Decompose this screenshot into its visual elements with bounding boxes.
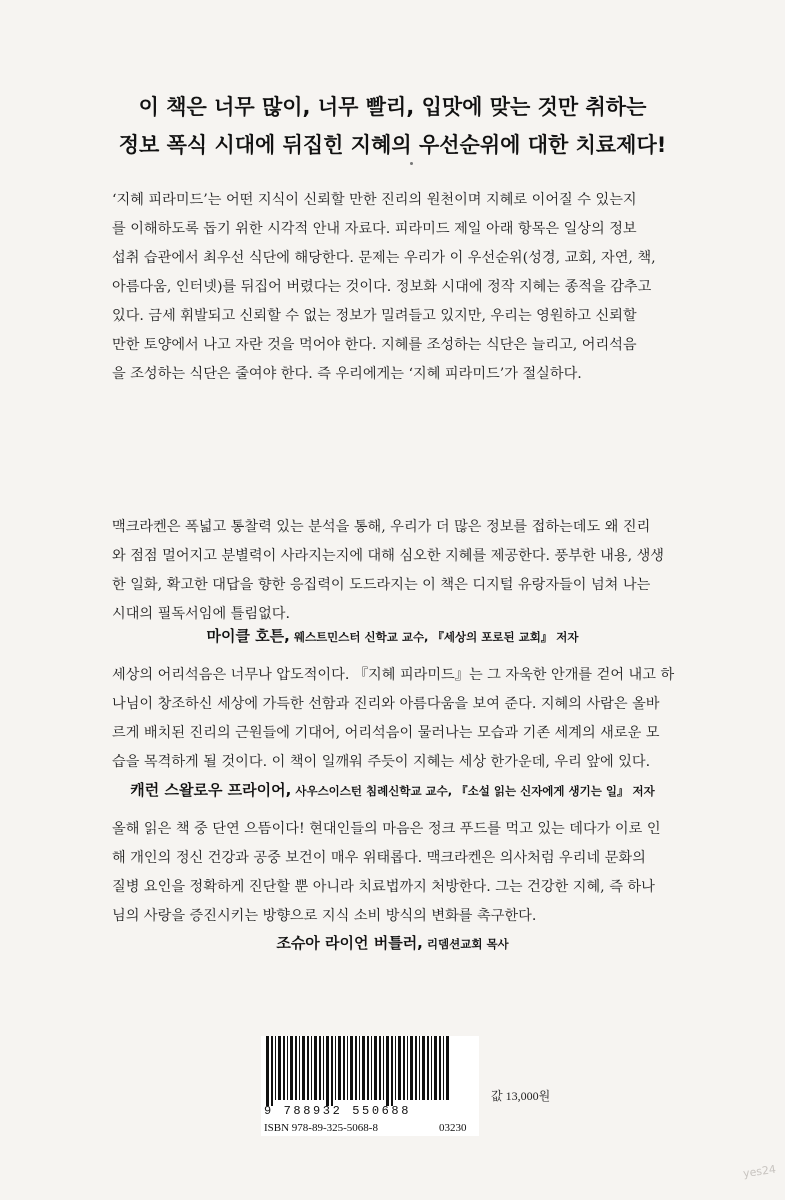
- addon-barcode-bars: [264, 1036, 288, 1100]
- intro-line: ‘지혜 피라미드’는 어떤 지식이 신뢰할 만한 진리의 원천이며 지혜로 이어질 수 있는지: [112, 192, 637, 208]
- barcode-bar: [355, 1036, 357, 1100]
- barcode-bar: [374, 1036, 377, 1100]
- barcode-bar: [347, 1036, 348, 1100]
- endorsement-3-attribution: [0, 932, 785, 953]
- price: 값 13,000원: [491, 1089, 551, 1103]
- intro-line: 를 이해하도록 돕기 위한 시각적 안내 자료다. 피라미드 제일 아래 항목은 일상의 정보: [112, 221, 637, 237]
- intro-line: 만한 토양에서 나고 자란 것을 먹어야 한다. 지혜를 조성하는 식단은 늘리고, 어리석음: [112, 337, 637, 353]
- barcode-bar: [359, 1036, 360, 1100]
- endorsement-line: 나님이 창조하신 세상에 가득한 선함과 진리와 아름다움을 보여 준다. 지혜의 사람은 올바: [112, 696, 660, 712]
- endorsement-2-attribution: [0, 779, 785, 800]
- barcode-bar: [439, 1036, 441, 1100]
- endorsement-1-text: [112, 513, 680, 629]
- divider-dot: [410, 162, 413, 165]
- barcode-bar: [278, 1036, 281, 1090]
- barcode-bar: [350, 1036, 353, 1100]
- barcode-bar: [362, 1036, 365, 1100]
- barcode-bar: [419, 1036, 420, 1100]
- barcode-bar: [271, 1036, 273, 1090]
- headline-line-2: 정보 폭식 시대에 뒤집힌 지혜의 우선순위에 대한 치료제다!: [118, 133, 667, 157]
- endorsement-2-text: [112, 661, 680, 777]
- intro-line: 있다. 금세 휘발되고 신뢰할 수 없는 정보가 밀려들고 있지만, 우리는 영원하고 신뢰할: [112, 308, 637, 324]
- endorsement-line: 르게 배치된 진리의 근원들에 기대어, 어리석음이 물러나는 모습과 기존 세계의 새로운 모: [112, 725, 660, 741]
- endorsement-1-attribution: [0, 625, 785, 646]
- barcode-bar: [398, 1036, 401, 1100]
- endorsement-line: 질병 요인을 정확하게 진단할 뿐 아니라 치료법까지 처방한다. 그는 건강한 지혜, 즉 하나: [112, 879, 655, 895]
- barcode-bar: [283, 1036, 285, 1090]
- barcode-bar: [299, 1036, 300, 1100]
- endorsement-line: 해 개인의 정신 건강과 공중 보건이 매우 위태롭다. 맥크라켄은 의사처럼 우리네 문화의: [112, 850, 646, 866]
- endorser-description: 리뎀션교회 목사: [422, 937, 509, 951]
- endorser-name: 조슈아 라이언 버틀러,: [276, 934, 423, 952]
- headline: [0, 88, 785, 164]
- endorsement-line: 님의 사랑을 증진시키는 방향으로 지식 소비 방식의 변화를 촉구한다.: [112, 908, 537, 924]
- barcode-bar: [371, 1036, 372, 1100]
- endorsement-line: 세상의 어리석음은 너무나 압도적이다. 『지혜 피라미드』는 그 자욱한 안개를 걷어 내고 하: [112, 667, 675, 683]
- barcode-bar: [275, 1036, 276, 1090]
- endorser-description: 사우스이스턴 침례신학교 교수, 『소설 읽는 신자에게 생기는 일』 저자: [291, 784, 655, 798]
- barcode-bar: [335, 1036, 336, 1100]
- endorsement-line: 올해 읽은 책 중 단연 으뜸이다! 현대인들의 마음은 정크 푸드를 먹고 있는 데다가 이로 인: [112, 821, 661, 837]
- barcode-bar: [407, 1036, 408, 1100]
- addon-code: 03230: [439, 1122, 467, 1134]
- barcode-bar: [314, 1036, 317, 1100]
- headline-line-1: 이 책은 너무 많이, 너무 빨리, 입맛에 맞는 것만 취하는: [138, 95, 647, 119]
- ean-barcode-bars: [264, 1036, 450, 1108]
- barcode-bar: [331, 1036, 333, 1106]
- watermark: yes24: [742, 1162, 777, 1181]
- barcode-bar: [383, 1036, 384, 1100]
- barcode: [261, 1036, 479, 1136]
- barcode-bar: [295, 1036, 297, 1100]
- barcode-bar: [391, 1036, 393, 1106]
- endorsement-line: 와 점점 멀어지고 분별력이 사라지는지에 대해 심오한 지혜를 제공한다. 풍부한 내용, 생생: [112, 548, 665, 564]
- barcode-bar: [422, 1036, 425, 1100]
- isbn-number: ISBN 978-89-325-5068-8: [264, 1122, 378, 1134]
- barcode-bar: [443, 1036, 444, 1100]
- barcode-bar: [427, 1036, 429, 1100]
- endorser-name: 마이클 호튼,: [206, 627, 290, 645]
- endorsement-line: 시대의 필독서임에 틀림없다.: [112, 606, 290, 622]
- intro-line: 아름다움, 인터넷)를 뒤집어 버렸다는 것이다. 정보화 시대에 정작 지혜는 종적을 감추고: [112, 279, 652, 295]
- barcode-bar: [338, 1036, 341, 1100]
- barcode-bar: [410, 1036, 413, 1100]
- barcode-bar: [343, 1036, 345, 1100]
- barcode-bar: [431, 1036, 432, 1100]
- endorsement-line: 맥크라켄은 폭넓고 통찰력 있는 분석을 통해, 우리가 더 많은 정보를 접하는데도 왜 진리: [112, 519, 651, 535]
- intro-line: 을 조성하는 식단은 줄여야 한다. 즉 우리에게는 ‘지혜 피라미드’가 절실하다.: [112, 366, 582, 382]
- barcode-bar: [266, 1036, 269, 1090]
- endorser-name: 캐런 스왈로우 프라이어,: [130, 781, 292, 799]
- endorsement-3-text: [112, 815, 680, 931]
- endorser-description: 웨스트민스터 신학교 교수, 『세상의 포로된 교회』 저자: [289, 630, 579, 644]
- barcode-bar: [367, 1036, 369, 1100]
- isbn-line: [264, 1122, 479, 1134]
- barcode-bar: [395, 1036, 396, 1100]
- barcode-bar: [290, 1036, 293, 1100]
- barcode-bar: [311, 1036, 312, 1100]
- barcode-bar: [386, 1036, 389, 1106]
- barcode-bar: [403, 1036, 405, 1100]
- barcode-bar: [319, 1036, 321, 1100]
- barcode-bar: [379, 1036, 381, 1100]
- barcode-bar: [323, 1036, 324, 1100]
- barcode-bar: [302, 1036, 305, 1100]
- barcode-bar: [326, 1036, 329, 1106]
- barcode-bar: [307, 1036, 309, 1100]
- endorsement-line: 습을 목격하게 될 것이다. 이 책이 일깨워 주듯이 지혜는 세상 한가운데, 우리 앞에 있다.: [112, 754, 651, 770]
- barcode-bar: [415, 1036, 417, 1100]
- endorsement-line: 한 일화, 확고한 대답을 향한 응집력이 도드라지는 이 책은 디지털 유랑자들이 넘쳐 나는: [112, 577, 651, 593]
- barcode-digits: 9 788932 550688: [264, 1104, 412, 1118]
- intro-paragraph: [112, 186, 680, 389]
- barcode-bar: [434, 1036, 437, 1100]
- intro-line: 섭취 습관에서 최우선 식단에 해당한다. 문제는 우리가 이 우선순위(성경, 교회, 자연, 책,: [112, 250, 656, 266]
- barcode-bar: [446, 1036, 449, 1100]
